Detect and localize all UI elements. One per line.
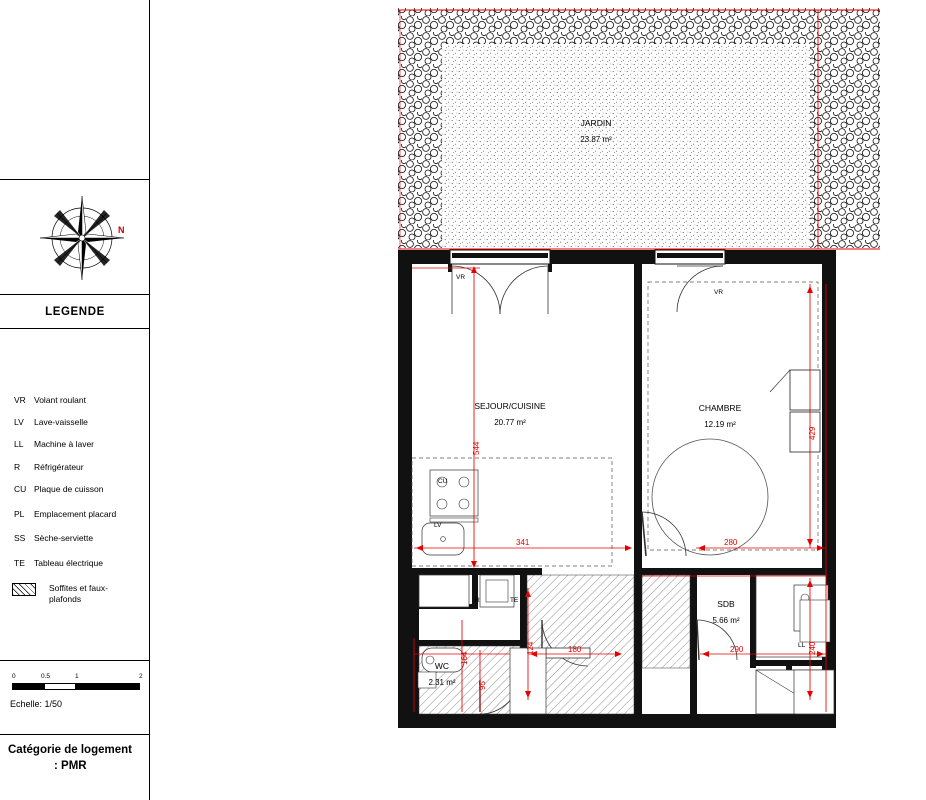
soffite-hatch-swatch — [12, 583, 36, 596]
tag-lv: LV — [434, 522, 442, 529]
legend-title: LEGENDE — [45, 305, 105, 318]
room-area-chambre: 12.19 m² — [704, 420, 736, 429]
legend-desc: Machine à laver — [34, 439, 95, 449]
compass-north-label: N — [118, 225, 125, 235]
dim-164: 164 — [460, 651, 469, 665]
dim-290: 290 — [730, 645, 744, 654]
legend-abbr: SS — [14, 533, 26, 543]
list-item — [0, 509, 150, 531]
category-block — [8, 742, 150, 774]
room-label-jardin: JARDIN — [580, 118, 612, 128]
dim-341: 341 — [516, 538, 530, 547]
scale-tick-1: 0.5 — [41, 673, 51, 680]
legend-abbr: LV — [14, 417, 24, 427]
legend-desc: Réfrigérateur — [34, 462, 84, 472]
legend-abbr: LL — [14, 439, 24, 449]
category-line-2: : PMR — [54, 760, 87, 772]
legend-desc: Plaque de cuisson — [34, 484, 104, 494]
scale-bar-box — [0, 660, 150, 735]
scale-label: Echelle: 1/50 — [10, 699, 63, 709]
list-item — [0, 533, 150, 555]
list-item — [0, 439, 150, 461]
room-label-chambre: CHAMBRE — [698, 403, 742, 413]
legend-desc: Emplacement placard — [34, 509, 117, 519]
legend-panel — [0, 0, 150, 800]
room-label-wc: WC — [434, 661, 450, 671]
list-item — [0, 395, 150, 417]
list-item — [0, 583, 150, 605]
list-item — [0, 558, 150, 580]
list-item — [0, 484, 150, 506]
legend-abbr: CU — [14, 484, 27, 494]
scale-tick-2: 1 — [75, 673, 79, 680]
compass-rose-icon — [32, 188, 132, 288]
list-item — [0, 462, 150, 484]
list-item — [0, 417, 150, 439]
category-line-1: Catégorie de logement — [8, 744, 132, 756]
legend-abbr: TE — [14, 558, 25, 568]
dim-280: 280 — [724, 538, 738, 547]
scale-bar-graphic — [12, 683, 140, 690]
room-area-sejour-cuisine: 20.77 m² — [494, 418, 526, 427]
legend-desc: Soffites et faux-plafonds — [49, 583, 108, 604]
scale-tick-0: 0 — [12, 673, 16, 680]
scale-tick-3: 2 — [139, 673, 143, 680]
dim-95: 95 — [478, 681, 487, 690]
dim-429: 429 — [808, 426, 817, 440]
room-label-sdb: SDB — [717, 599, 735, 609]
legend-desc: Sèche-serviette — [34, 533, 94, 543]
dim-240: 240 — [808, 641, 817, 655]
dim-180: 180 — [568, 645, 582, 654]
legend-header-box — [0, 0, 150, 180]
room-area-jardin: 23.87 m² — [580, 135, 612, 144]
tag-cu: CU — [438, 478, 448, 485]
tag-te: TE — [510, 597, 519, 604]
room-area-wc: 2.31 m² — [428, 678, 456, 687]
legend-title-box — [0, 295, 150, 329]
legend-items-list — [0, 329, 150, 659]
tag-vr-left: VR — [456, 274, 466, 281]
tag-vr-right: VR — [714, 289, 724, 296]
legend-abbr: VR — [14, 395, 26, 405]
room-area-sdb: 5.66 m² — [712, 616, 740, 625]
dim-124: 124 — [526, 641, 535, 655]
legend-desc: Tableau électrique — [34, 558, 103, 568]
dim-544: 544 — [472, 441, 481, 455]
room-label-sejour-cuisine: SEJOUR/CUISINE — [474, 401, 546, 411]
legend-abbr: PL — [14, 509, 25, 519]
apartment-floor-plan — [150, 0, 926, 800]
legend-desc: Volant roulant — [34, 395, 86, 405]
tag-ll: LL — [798, 642, 806, 649]
compass-box — [0, 180, 150, 295]
scale-tick-labels — [12, 673, 143, 683]
legend-abbr: R — [14, 462, 21, 472]
legend-desc: Lave-vaisselle — [34, 417, 88, 427]
tag-r: R — [475, 597, 480, 604]
